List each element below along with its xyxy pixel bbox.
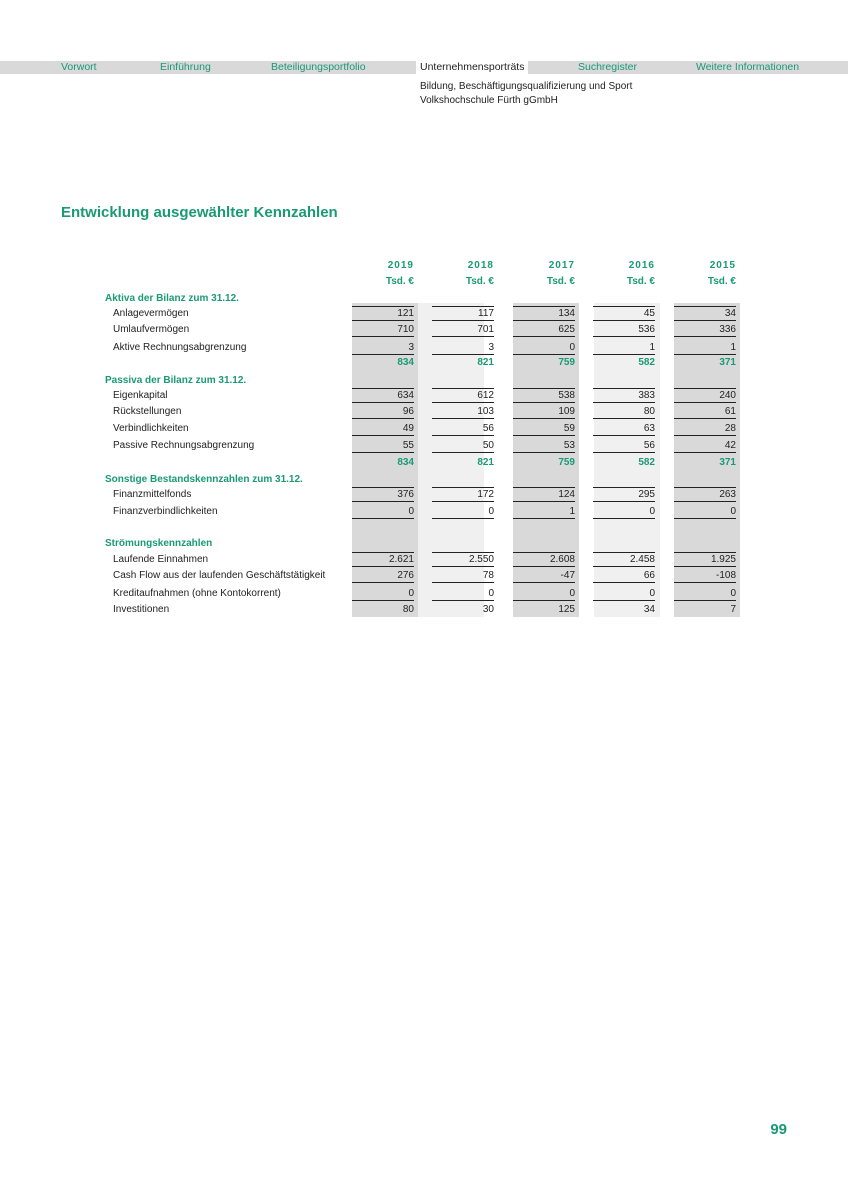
- cell-overline: [513, 306, 575, 307]
- cell-overline: [432, 552, 494, 553]
- unit-header-2015: Tsd. €: [707, 276, 736, 287]
- value-2019: 49: [402, 423, 414, 434]
- value-2017: 53: [563, 440, 575, 451]
- value-2015: 240: [719, 390, 736, 401]
- year-header-2016: 2016: [628, 260, 655, 271]
- cell-underline: [352, 566, 414, 567]
- value-2017: 0: [569, 342, 575, 353]
- value-2018: 117: [478, 308, 494, 319]
- cell-underline: [593, 566, 655, 567]
- cell-overline: [352, 487, 414, 488]
- cell-underline: [593, 336, 655, 337]
- value-2019: 276: [397, 570, 414, 581]
- cell-underline: [674, 402, 736, 403]
- value-2015: 7: [730, 604, 736, 615]
- value-2017: 2.608: [549, 554, 575, 565]
- row-label: Cash Flow aus der laufenden Geschäftstätigkeit: [113, 570, 326, 581]
- value-2018: 78: [482, 570, 494, 581]
- row-label: Finanzmittelfonds: [113, 489, 192, 500]
- cell-overline: [593, 552, 655, 553]
- value-2019: 710: [397, 324, 414, 335]
- total-value-2019: 834: [397, 457, 414, 468]
- year-header-2015: 2015: [709, 260, 736, 271]
- cell-underline: [593, 320, 655, 321]
- value-2015: 336: [719, 324, 736, 335]
- value-2017: 134: [558, 308, 575, 319]
- cell-underline: [513, 320, 575, 321]
- value-2017: 59: [563, 423, 575, 434]
- value-2018: 0: [488, 506, 494, 517]
- cell-underline: [352, 354, 414, 355]
- value-2016: 295: [638, 489, 655, 500]
- cell-underline: [513, 336, 575, 337]
- cell-overline: [352, 552, 414, 553]
- cell-underline: [593, 501, 655, 502]
- cell-underline: [674, 600, 736, 601]
- row-label: Eigenkapital: [113, 390, 168, 401]
- cell-underline: [593, 600, 655, 601]
- section-title: Entwicklung ausgewählter Kennzahlen: [61, 204, 338, 221]
- unit-header-2018: Tsd. €: [465, 276, 494, 287]
- year-header-2018: 2018: [467, 260, 494, 271]
- total-value-2017: 759: [558, 457, 575, 468]
- row-label: Investitionen: [113, 604, 170, 615]
- cell-underline: [513, 582, 575, 583]
- value-2017: 538: [558, 390, 575, 401]
- cell-underline: [352, 600, 414, 601]
- unit-header-2019: Tsd. €: [385, 276, 414, 287]
- row-label: Finanzverbindlichkeiten: [113, 506, 218, 517]
- value-2015: 34: [724, 308, 736, 319]
- cell-overline: [432, 487, 494, 488]
- row-label: Rückstellungen: [113, 406, 182, 417]
- nav-suchregister[interactable]: Suchregister: [578, 61, 637, 73]
- value-2015: 1: [730, 342, 736, 353]
- cell-underline: [513, 566, 575, 567]
- value-2019: 55: [402, 440, 414, 451]
- cell-underline: [593, 582, 655, 583]
- value-2015: 0: [730, 588, 736, 599]
- cell-underline: [432, 582, 494, 583]
- cell-underline: [352, 402, 414, 403]
- value-2017: -47: [560, 570, 575, 581]
- total-value-2019: 834: [397, 357, 414, 368]
- cell-overline: [674, 388, 736, 389]
- cell-underline: [593, 418, 655, 419]
- value-2018: 103: [477, 406, 494, 417]
- cell-overline: [432, 306, 494, 307]
- page-number: 99: [770, 1121, 787, 1138]
- value-2015: 263: [719, 489, 736, 500]
- row-label: Laufende Einnahmen: [113, 554, 209, 565]
- cell-overline: [513, 552, 575, 553]
- value-2019: 3: [408, 342, 414, 353]
- cell-overline: [352, 306, 414, 307]
- cell-underline: [674, 566, 736, 567]
- value-2019: 376: [397, 489, 414, 500]
- cell-underline: [352, 320, 414, 321]
- cell-underline: [674, 452, 736, 453]
- cell-underline: [593, 452, 655, 453]
- row-label: Anlagevermögen: [113, 308, 189, 319]
- value-2019: 80: [402, 604, 414, 615]
- row-label: Kreditaufnahmen (ohne Kontokorrent): [113, 588, 281, 599]
- total-value-2015: 371: [719, 457, 736, 468]
- nav-weitere-informationen[interactable]: Weitere Informationen: [696, 61, 800, 73]
- value-2019: 634: [397, 390, 414, 401]
- value-2015: 1.925: [710, 554, 736, 565]
- value-2016: 2.458: [629, 554, 655, 565]
- total-value-2017: 759: [558, 357, 575, 368]
- value-2015: 28: [724, 423, 736, 434]
- cell-overline: [432, 388, 494, 389]
- value-2017: 124: [558, 489, 575, 500]
- cell-overline: [674, 306, 736, 307]
- cell-underline: [593, 435, 655, 436]
- total-value-2018: 821: [477, 357, 494, 368]
- cell-underline: [432, 435, 494, 436]
- cell-underline: [593, 354, 655, 355]
- cell-overline: [513, 388, 575, 389]
- cell-underline: [674, 336, 736, 337]
- value-2016: 0: [649, 588, 655, 599]
- group-label-passiva: Passiva der Bilanz zum 31.12.: [105, 375, 247, 386]
- value-2016: 66: [643, 570, 655, 581]
- value-2016: 56: [643, 440, 655, 451]
- cell-underline: [513, 452, 575, 453]
- total-value-2018: 821: [477, 457, 494, 468]
- nav-einfuehrung[interactable]: Einführung: [160, 61, 211, 73]
- cell-underline: [513, 354, 575, 355]
- group-label-stroemung: Strömungskennzahlen: [105, 538, 213, 549]
- value-2016: 1: [649, 342, 655, 353]
- nav-vorwort[interactable]: Vorwort: [61, 61, 97, 73]
- unit-header-2016: Tsd. €: [626, 276, 655, 287]
- value-2018: 50: [482, 440, 494, 451]
- value-2019: 0: [408, 588, 414, 599]
- value-2018: 56: [482, 423, 494, 434]
- total-value-2015: 371: [719, 357, 736, 368]
- cell-underline: [432, 336, 494, 337]
- cell-underline: [352, 452, 414, 453]
- cell-overline: [593, 306, 655, 307]
- value-2015: -108: [715, 570, 736, 581]
- group-label-aktiva: Aktiva der Bilanz zum 31.12.: [105, 293, 239, 304]
- value-2016: 383: [638, 390, 655, 401]
- value-2018: 0: [488, 588, 494, 599]
- value-2016: 80: [643, 406, 655, 417]
- cell-overline: [513, 487, 575, 488]
- cell-underline: [352, 418, 414, 419]
- row-label: Passive Rechnungsabgrenzung: [113, 440, 255, 451]
- value-2018: 3: [488, 342, 494, 353]
- cell-overline: [593, 487, 655, 488]
- cell-underline: [352, 518, 414, 519]
- value-2018: 30: [482, 604, 494, 615]
- unit-header-2017: Tsd. €: [546, 276, 575, 287]
- value-2016: 45: [643, 308, 655, 319]
- value-2017: 625: [558, 324, 575, 335]
- value-2017: 0: [569, 588, 575, 599]
- total-value-2016: 582: [638, 357, 655, 368]
- value-2018: 701: [477, 324, 494, 335]
- row-label: Verbindlichkeiten: [113, 423, 189, 434]
- cell-underline: [352, 501, 414, 502]
- cell-underline: [513, 501, 575, 502]
- value-2016: 0: [649, 506, 655, 517]
- value-2017: 109: [558, 406, 575, 417]
- value-2016: 536: [638, 324, 655, 335]
- cell-underline: [674, 435, 736, 436]
- value-2019: 2.621: [388, 554, 414, 565]
- value-2018: 2.550: [468, 554, 494, 565]
- value-2016: 63: [643, 423, 655, 434]
- cell-underline: [432, 600, 494, 601]
- cell-underline: [513, 518, 575, 519]
- row-label: Aktive Rechnungsabgrenzung: [113, 342, 247, 353]
- cell-underline: [674, 501, 736, 502]
- value-2018: 612: [477, 390, 494, 401]
- cell-underline: [513, 435, 575, 436]
- cell-overline: [674, 487, 736, 488]
- cell-overline: [352, 388, 414, 389]
- cell-underline: [593, 518, 655, 519]
- cell-underline: [432, 418, 494, 419]
- top-navigation-bar: [0, 61, 848, 74]
- cell-underline: [352, 582, 414, 583]
- cell-underline: [432, 402, 494, 403]
- nav-unternehmensportraets[interactable]: Unternehmensporträts: [416, 61, 528, 74]
- cell-underline: [593, 402, 655, 403]
- value-2017: 125: [558, 604, 575, 615]
- cell-underline: [674, 582, 736, 583]
- cell-underline: [513, 402, 575, 403]
- cell-underline: [432, 518, 494, 519]
- subheader-category: Bildung, Beschäftigungsqualifizierung und Sport: [420, 81, 633, 92]
- cell-underline: [674, 354, 736, 355]
- subheader-company: Volkshochschule Fürth gGmbH: [420, 95, 558, 106]
- value-2015: 61: [724, 406, 736, 417]
- cell-underline: [432, 452, 494, 453]
- value-2019: 0: [408, 506, 414, 517]
- total-value-2016: 582: [638, 457, 655, 468]
- cell-underline: [352, 435, 414, 436]
- row-label: Umlaufvermögen: [113, 324, 190, 335]
- value-2015: 0: [730, 506, 736, 517]
- cell-underline: [513, 600, 575, 601]
- value-2018: 172: [477, 489, 494, 500]
- group-label-sonstige: Sonstige Bestandskennzahlen zum 31.12.: [105, 474, 303, 485]
- cell-underline: [513, 418, 575, 419]
- cell-underline: [432, 354, 494, 355]
- year-header-2017: 2017: [548, 260, 575, 271]
- cell-overline: [674, 552, 736, 553]
- value-2017: 1: [569, 506, 575, 517]
- value-2015: 42: [724, 440, 736, 451]
- cell-underline: [432, 566, 494, 567]
- cell-underline: [432, 320, 494, 321]
- value-2019: 96: [402, 406, 414, 417]
- year-header-2019: 2019: [387, 260, 414, 271]
- cell-underline: [352, 336, 414, 337]
- value-2016: 34: [643, 604, 655, 615]
- cell-overline: [593, 388, 655, 389]
- cell-underline: [432, 501, 494, 502]
- value-2019: 121: [397, 308, 414, 319]
- cell-underline: [674, 418, 736, 419]
- cell-underline: [674, 320, 736, 321]
- cell-underline: [674, 518, 736, 519]
- nav-beteiligungsportfolio[interactable]: Beteiligungsportfolio: [271, 61, 366, 73]
